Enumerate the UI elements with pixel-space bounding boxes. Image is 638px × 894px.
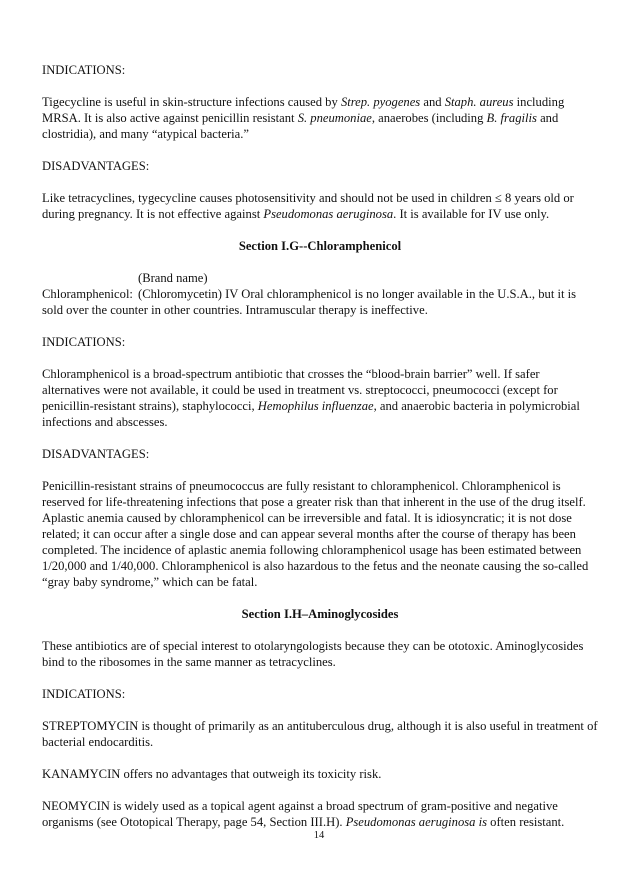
document-page (42, 62, 598, 846)
chloramphenicol-disadvantages-heading: DISADVANTAGES: (42, 447, 150, 461)
text-run: , anaerobes (including (371, 111, 487, 125)
text-run: Like tetracyclines, tygecycline causes photosensitivity and should not be used in children ≤ 8 years old or during pregnancy. It is not effective against (42, 191, 574, 221)
page-number: 14 (313, 830, 325, 841)
text-run: NEOMYCIN is widely used as a topical agent against a broad spectrum of gram-positive and negative organisms (see Ototopical Therapy, page 54, Section III.H). (42, 799, 558, 829)
chloramphenicol-drug-entry (42, 286, 598, 318)
organism-name: B. fragilis (486, 111, 537, 125)
chloramphenicol-disadvantages-text: Penicillin-resistant strains of pneumococcus are fully resistant to chloramphenicol. Chloramphenicol is reserved for life-threatening infections that pose a greater risk than that inherent in the use of the drug itself. Aplastic anemia caused by chloramphenicol can be irreversible and fatal. It is idiosyncratic; it is not dose related; it can occur after a single dose and can appear several months after the course of therapy has been completed. The incidence of aplastic anemia following chloramphenicol usage has been estimated between 1/20,000 and 1/40,000. Chloramphenicol is also hazardous to the fetus and the neonate causing the so-called “gray baby syndrome,” which can be fatal. (42, 479, 589, 589)
streptomycin-text: STREPTOMYCIN is thought of primarily as an antituberculous drug, although it is also useful in treatment of bacterial endocarditis. (42, 719, 598, 749)
organism-name: S. pneumoniae (297, 111, 372, 125)
kanamycin-text: KANAMYCIN offers no advantages that outweigh its toxicity risk. (42, 767, 382, 781)
section-title-aminoglycosides: Section I.H–Aminoglycosides (241, 607, 399, 621)
tigecycline-indications-text (42, 94, 598, 142)
text-run: Chloramphenicol is a broad-spectrum antibiotic that crosses the “blood-brain barrier” well. If safer alternatives were not available, it could be used in treatment vs. streptococci, pneumococci (except for penicillin-resistant strains), staphylococci, (42, 367, 558, 413)
aminoglycosides-indications-heading: INDICATIONS: (42, 687, 126, 701)
text-run: and (420, 95, 445, 109)
drug-label: Chloramphenicol: (42, 287, 133, 301)
text-run: including MRSA. It is also active against penicillin resistant (42, 95, 565, 125)
drug-description: (Chloromycetin) IV Oral chloramphenicol is no longer available in the U.S.A., but it is sold over the counter in other countries. Intramuscular therapy is ineffective. (42, 287, 577, 317)
text-run: . It is available for IV use only. (393, 207, 550, 221)
organism-name: Hemophilus influenzae, (257, 399, 377, 413)
tigecycline-indications-heading: INDICATIONS: (42, 63, 126, 77)
tigecycline-disadvantages-heading: DISADVANTAGES: (42, 159, 150, 173)
organism-name: Strep. pyogenes (340, 95, 421, 109)
text-run: and clostridia), and many “atypical bacteria.” (42, 111, 559, 141)
organism-name: Pseudomonas aeruginosa (263, 207, 394, 221)
organism-name: Staph. aureus (444, 95, 514, 109)
organism-name: Pseudomonas aeruginosa is (345, 815, 488, 829)
chloramphenicol-indications-text (42, 366, 598, 430)
tigecycline-disadvantages-text (42, 190, 598, 222)
section-title-chloramphenicol: Section I.G--Chloramphenicol (238, 239, 402, 253)
aminoglycosides-intro: These antibiotics are of special interest to otolaryngologists because they can be ototoxic. Aminoglycosides bind to the ribosomes in the same manner as tetracyclines. (42, 639, 584, 669)
brand-name-heading: (Brand name) (138, 271, 208, 285)
text-run: often resistant. (487, 815, 565, 829)
chloramphenicol-indications-heading: INDICATIONS: (42, 335, 126, 349)
neomycin-text (42, 798, 598, 830)
text-run: and anaerobic bacteria in polymicrobial infections and abscesses. (42, 399, 580, 429)
text-run: Tigecycline is useful in skin-structure infections caused by (42, 95, 341, 109)
